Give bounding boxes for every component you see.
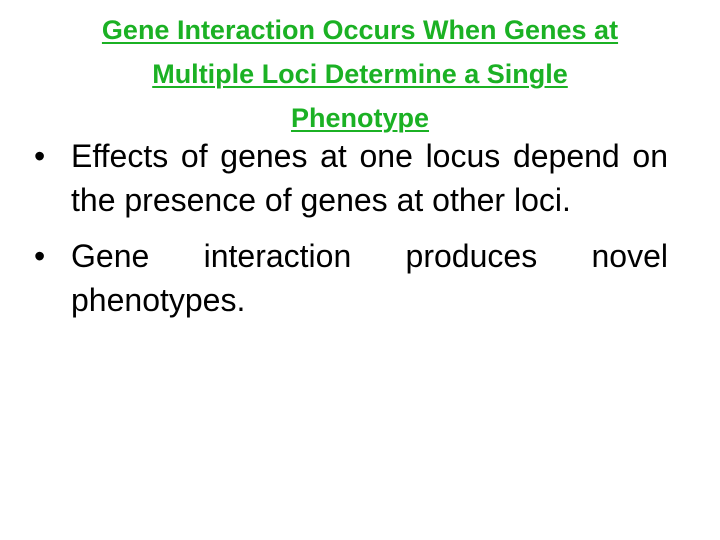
slide-title bbox=[40, 8, 680, 140]
bullet-item-2 bbox=[34, 234, 668, 322]
title-line-1: Gene Interaction Occurs When Genes at bbox=[101, 15, 619, 45]
title-line-2: Multiple Loci Determine a Single bbox=[152, 59, 568, 89]
bullet-item-1 bbox=[34, 134, 668, 222]
bullet-text-2: Gene interaction produces novel phenotypes. bbox=[71, 238, 668, 318]
bullet-list bbox=[34, 134, 668, 334]
bullet-text-1: Effects of genes at one locus depend on the presence of genes at other loci. bbox=[71, 138, 668, 218]
bullet-dot-icon: • bbox=[34, 138, 46, 174]
title-line-3: Phenotype bbox=[290, 103, 430, 133]
bullet-dot-icon: • bbox=[34, 238, 46, 274]
